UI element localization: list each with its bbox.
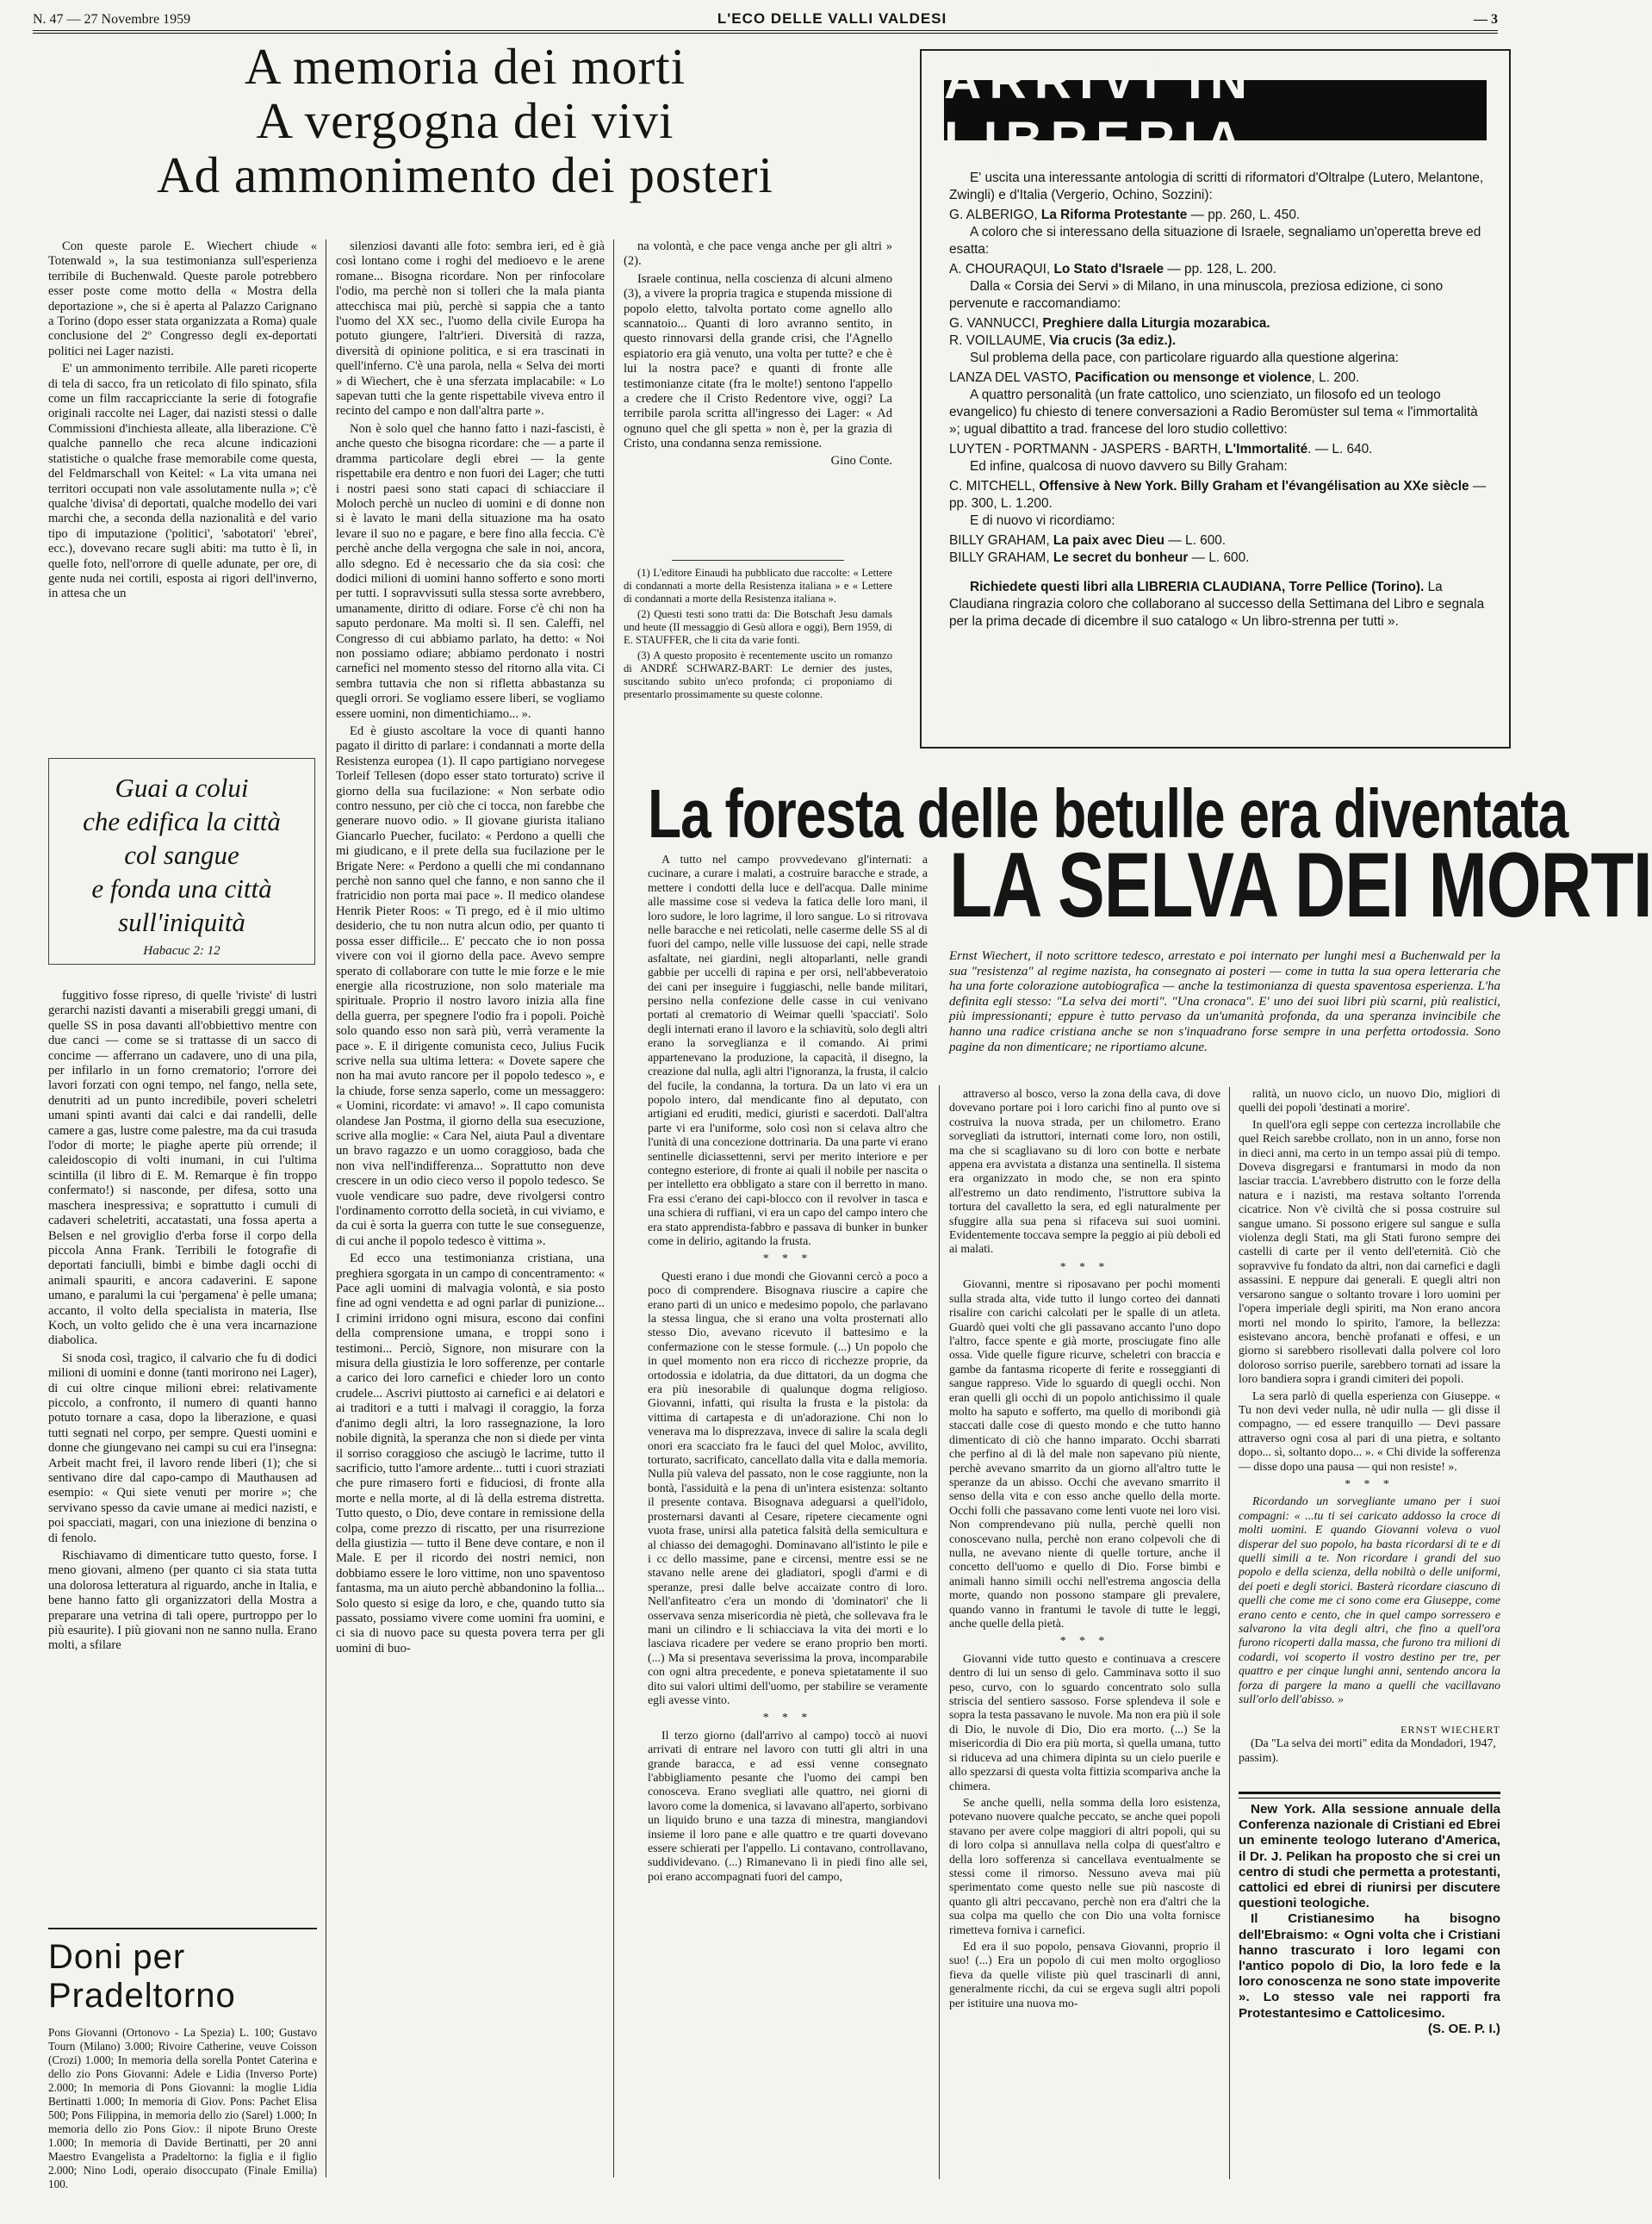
quote-line: col sangue (124, 840, 239, 870)
arrivi-paragraph: E di nuovo vi ricordiamo: (970, 513, 1115, 528)
footnote-divider (672, 560, 844, 561)
book-entry: BILLY GRAHAM, Le secret du bonheur — L. 600. (949, 550, 1250, 565)
foresta-intro: Ernst Wiechert, il noto scrittore tedesco, arrestato e poi internato per lunghi mesi a Buchenwald per la sua "resistenza" al regime nazista, ha consegnato ai posteri — come in tutta la sua opera letteraria che ha una forte colorazione autobiografica — anche la testimonianza di questa spaventosa esperienza. L'ha definita egli stesso: "La selva dei morti". "Una cronaca". E' uno dei suoi libri più scarni, più realistici, più impressionanti; eppure è tutto pervaso da un'umanità profonda, da una speranza invincibile che hanno una radice cristiana anche se non s'inquadrano forse sempre in una perfetta ortodossia. Sono pagine da non dimenticare; ne riportiamo alcune. (949, 949, 1500, 1054)
book-entry: R. VOILLAUME, Via crucis (3a ediz.). (949, 333, 1177, 348)
title-line-2: A vergogna dei vivi (256, 92, 674, 149)
paragraph: Ed era il suo popolo, pensava Giovanni, proprio il suo! (...) Era un popolo di cui men molto orgoglioso fieva da quelle viliste più quel trascinarli di anni, generalmente ricchi, da cui se ergeva sugli altri popoli per istituire una nuova mo- (949, 1939, 1220, 2010)
paragraph: La sera parlò di quella esperienza con Giuseppe. « Tu non devi veder nulla, nè udir nulla — gli disse il compagno, — ed essere tranquillo — Devi passare attraverso ogni cosa al pari di una pietra, e soltanto dopo... sì, soltanto dopo... ». « Chi divide la sofferenza — disse dopo una pausa — qui non resiste! ». (1239, 1388, 1500, 1473)
selva-dei-morti-headline: LA SELVA DEI MORTI (949, 835, 1652, 937)
main-article-column-3 (624, 239, 892, 558)
paragraph: Il terzo giorno (dall'arrivo al campo) toccò ai nuovi arrivati di entrare nel lavoro con tutti gli altri in una grande baracca, e ad essi venne consegnato l'abbigliamento pesante che l'uomo dei campi ben conosceva. Erano svegliati alle quattro, nei giorni di lavoro come la domenica, si lavavano all'aperto, sorbivano un liquido bruno e una tazza di minestra, mangiandovi insieme il loro pane e alle quattro e tre quarti dovevano essere schierati per l'appello. Li contavano, controllavano, suddividevano. (...) Rimanevano lì in piedi fino alle sei, poi erano accompagnati fuori del campo, (648, 1728, 928, 1883)
foresta-signature: ERNST WIECHERT (1400, 1724, 1500, 1736)
arrivi-paragraph: A coloro che si interessano della situazione di Israele, segnaliamo un'operetta breve ed esatta: (949, 225, 1481, 257)
scripture-quote-box (48, 758, 315, 965)
column-divider (1229, 1087, 1230, 2179)
footnotes (624, 567, 892, 756)
book-entry: C. MITCHELL, Offensive à New York. Billy Graham et l'évangélisation au XXe siècle — pp. 300, L. 1.200. (949, 479, 1487, 511)
book-entry: LANZA DEL VASTO, Pacification ou mensonge et violence, L. 200. (949, 370, 1360, 385)
arrivi-paragraph: Dalla « Corsia dei Servi » di Milano, in una minuscola, preziosa edizione, ci sono pervenute e raccomandiamo: (949, 279, 1444, 311)
foresta-column-a: A tutto nel campo provvedevano gl'internati: a cucinare, a curare i malati, a costruire baracche e strade, a mettere i condotti della luce e dell'acqua. Dalle minime alle massime cose si vedeva la fatica delle loro mani, il loro sudore, le loro lagrime, il loro sangue. Lo si ritrovava nelle baracche e nei reticolati, nelle caserme delle SS al di fuori del campo, nelle ville lussuose dei capi, nelle strade asfaltate, nei giardini, negli altoparlanti, nelle grandi gabbie per uccelli di rapina e per orsi, nell'abbeveratoio dei cani per inseguire i fuggiaschi, nelle bande militari, persino nella confezione delle casse in cui venivano portati al crematorio di Weimar quelli 'spacciati'. Solo degli internati erano il lavoro e la schiavitù, solo degli altri erano la sorveglianza e il comando. Ai primi appartenevano la produzione, la capacità, il disegno, la creazione dal nulla, agli altri l'ignoranza, la frusta, il calcio del fucile, la condanna, la tortura. Da un lato vi era un popolo intero, dal mendicante fino al deputato, con artigiani ed eruditi, medici, giuristi e sacerdoti. Dall'altra parte vi era l'uniforme, solo così non si celava altro che l'unità di una concezione dottrinaria. Da una parte vi erano sentinelle diciassettenni, servi per merito interiore e per contegno esteriore, di fronte ai quali il nobile per nascita o per intelletto era obbligato a stare con il berretto in mano. Fra essi c'erano dei capi-blocco con il revolver in tasca e una schiera di ruffiani, vi era un capo del campo intero che era stato apprendista-fabbro e passava di bunker in bunker come in delirio, agitando la frusta. * * * Questi erano i due mondi che Giovanni cercò a poco a poco di comprendere. Bisognava riuscire a capire che erano parti di un unico e medesimo popolo, che parlavano la stessa lingua, che si erano una volta prosternati allo stesso Dio, avevano ricevuto il battesimo e la confermazione con le stesse formule. (...) Un popolo che in quel momento non era ricco di ricchezze proprie, da ortodossia e idolatria, da due dittatori, da un dogma che era più inesorabile di qualunque dogma religioso. Giovanni, infatti, qui risulta la frusta e la pistola: da vittima di cartapesta e di un'adorazione. Chi non lo venerava ma lo disprezzava, invece di salire la scala degli onori era scacciato fra le fauci del quel Moloc, avvilito, torturato, sacrificato, cancellato dalla vita e dalla memoria. Nulla più valeva del passato, non le cose raggiunte, non la bontà, l'assiduità e la pena di un'intera esistenza: soltanto il presente contava. Bisognava adeguarsi a quell'idolo, prosternarsi davanti al Cesare, ripetere ciecamente ogni vuota frase, unirsi alla patetica falsità della semicultura e al chiasso dei demagoghi. Dominavano all'istinto le pile e i cc dello massime, pane e circensi, mentre essi se ne stavano nelle arene dei gladiatori, spogli d'armi e di speranze, presi dalle belve accaizate contro di loro. Nell'anfiteatro c'era un mondo di 'dominatori' che li osservava senza misericordia nè pietà, che sollevava fra le mani un cilindro e li schiacciava la vita dei morti e lo lasciava ricadere per vedere se erano proprio ben morti. (...) Ma si presentava severissima la prova, incomparabile con ogni altra precedente, e poneva spietatamente il suo dito sui valori ultimi dell'uomo, per stabilire se veramente egli avesse vinto. * * * Il terzo giorno (dall'arrivo al campo) toccò ai nuovi arrivati di entrare nel lavoro con tutti gli altri in una grande baracca, e ad essi venne consegnato l'abbigliamento pesante che l'uomo dei campi ben conosceva. Erano svegliati alle quattro, nei giorni di lavoro come la domenica, si lavavano all'aperto, sorbivano un liquido bruno e una tazza di minestra, mangiandovi insieme il loro pane e alle quattro e tre quarti dovevano essere schierati per l'appello. Li contavano, controllavano, suddividevano. (...) Rimanevano lì in piedi fino alle sei, poi erano accompagnati fuori del campo, (648, 853, 928, 1883)
book-entry: A. CHOURAQUI, Lo Stato d'Israele — pp. 128, L. 200. (949, 262, 1277, 276)
paragraph: na volontà, e che pace venga anche per gli altri » (2). (624, 239, 892, 269)
newspaper-name: L'ECO DELLE VALLI VALDESI (717, 10, 947, 27)
page-header (33, 3, 1498, 34)
arrivi-paragraph: A quattro personalità (un frate cattolico, uno scienziato, un filosofo ed un teologo evangelico) fu chiesto di tenere conversazioni a Radio Beromüster sul tema « l'immortalità »; ugual dibattito a trad. francese del loro studio collettivo: (949, 388, 1478, 437)
author-signature: Gino Conte. (830, 453, 892, 468)
paragraph: Con queste parole E. Wiechert chiude « Totenwald », la sua testimonianza sull'esperienza terribile di Buchenwald. Queste parole potrebbero esser poste come motto della « Mostra della deportazione », che si è aperta al Palazzo Carignano a Torino (dopo esser stata organizzata a Roma) quale conclusione del 2º Congresso degli ex-deportati politici nei Lager nazisti. (48, 239, 317, 358)
arrivi-paragraph: Sul problema della pace, con particolare riguardo alla questione algerina: (970, 351, 1399, 365)
paragraph: Non è solo quel che hanno fatto i nazi-fascisti, è anche questo che bisogna ricordare: che — a parte il dramma particolare degli ebrei — la gente rispettabile era dentro e non fuori dei Lager; che tutti i nostri paesi sono stati capaci di schiacciare il Moloch perchè un nucleo di uomini e di donne non si è lavato le mani della situazione ma ha osato levare il suo no e pagare, e bere fino alla feccia. C'è perchè anche della vergogna che sale in noi, ancora, allo sdegno. Ed è necessario che da sia così: che dodici milioni di uomini hanno sofferto e sono morti per tutti. I sopravvissuti sulla stessa sorte avrebbero, umanamente, diritto di odiare. Forse c'è chi non ha saputo perdonare. Ma molti sì. Il sen. Caleffi, nel Congresso di cui abbiamo parlato, ha detto: « Noi non possiamo odiare; abbiamo perdonato i nostri carnefici nel momento stesso del ritorno alla vita. Ci sembra tuttavia che non si rifletta abbastanza su quegli orrori. Se vogliamo essere liberi, se vogliamo essere uomini, non dimentichiamo... ». (336, 421, 605, 721)
main-article-column-1 (48, 239, 317, 735)
arrivi-paragraph: Ed infine, qualcosa di nuovo davvero su Billy Graham: (970, 459, 1288, 474)
arrivi-closing: Richiedete questi libri alla LIBRERIA CLAUDIANA, Torre Pellice (Torino). La Claudiana ringrazia coloro che collaborano al successo della Settimana del Libro e segnala per la prima decade di dicembre il suo catalogo « Un libro-strenna per tutti ». (949, 580, 1485, 629)
arrivi-body (949, 170, 1490, 633)
book-entry: BILLY GRAHAM, La paix avec Dieu — L. 600. (949, 533, 1227, 548)
book-entry: G. VANNUCCI, Preghiere dalla Liturgia mozarabica. (949, 316, 1270, 331)
main-article-column-1-continued (48, 989, 317, 1923)
paragraph: E' un ammonimento terribile. Alle pareti ricoperte di tela di sacco, fra un reticolato di filo spinato, sfila come un film raccapricciante la serie di fotografie originali raccolte nei Lager, dai nazisti stessi o dalle Commissioni d'inchiesta alleate, alla liberazione. C'è qualche pannello che reca alcune indicazioni statistiche o qualche frase memorabile come questa, del Feldmarschall von Keitel: « La vita umana nei territori occupati non vale assolutamente nulla »; c'è qualche 'divisa' di deportati, qualche modello dei vari marchi che, a seconda della nazionalità e del vario tipo di imputazione ('politici', 'sabotatori' 'ebrei', ecc.), dovevano recare sugli abiti: ma tutto è lì, in quelle foto, nell'orrore di quelle adunate, per ore, di gente nuda nei cortili, esposta ai rigori dell'inverno, in attesa che un (48, 362, 317, 601)
paragraph: Ed è giusto ascoltare la voce di quanti hanno pagato il diritto di parlare: i condannati a morte della Resistenza europea (1). Il capo partigiano norvegese Torleif Tellesen (dopo esser stato torturato) scrive il giorno della sua fucilazione: « Non serbate odio contro nessuno, per ciò che ci tocca, non farebbe che generare nuovo odio. » Il giovane giurista italiano Giancarlo Puecher, fucilato: « Perdono a quelli che mi giudicano, e il prete della sua fucilazione per le Brigate Nere: « Perdono a quelli che mi condannano perchè non sanno quel che fanno, e non sanno che il fratricidio non porta mai pace ». Il medico olandese Henrik Pieter Roos: « Ti prego, ed è il mio ultimo desiderio, che tu non nutra alcun odio, per quanto ti possa esser difficile... E' peccato che io non possa vivere con voi il giorno della pace. Avevo sempre sperato di collaborare con tutte le mie forze e le mie energie alla ricostruzione, non solo materiale ma spirituale. Proprio il nostro lavoro inizia alla fine della guerra, per spegnere l'odio fra i popoli. Poichè solo quando esso non sarà più, verrà veramente la pace ». E il dirigente comunista ceco, Julius Fucik scrive nella sua ultima lettera: « Dovete sapere che non ha mai avuto rancore per il popolo tedesco », e la chiude, forse senza saperlo, come un messaggero: « Uomini, ricordate: vi amavo! ». Il capo comunista olandese Jan Postma, il giorno della sua esecuzione, scrive alla moglie: « Cara Nel, aiuta Paul a diventare un bravo ragazzo e un uomo coraggioso, bada che non viva nell'indifferenza... Soprattutto non deve crescere in un odio cieco verso il popolo tedesco. Se vuole vendicare suo padre, deve rivolgersi contro l'ordinamento corrotto della società, in cui viviamo, e da cui è sorta la guerra con tutte le sue conseguenze, di cui anche il popolo tedesco è vittima ». (336, 724, 605, 1248)
doni-list: Pons Giovanni (Ortonovo - La Spezia) L. 100; Gustavo Tourn (Milano) 3.000; Rivoire Catherine, veuve Coisson (Crozi) 1.000; In memoria della sorella Pontet Caterina e dello zio Pons Giovanni: Adele e Lidia (Inverso Porte) 2.000; In memoria di Pons Giovanni: la moglie Lidia Bertinatti 1.000; In memoria di Giov. Pons: Pachet Elisa 500; Pons Filippina, in memoria dello zio (Sarel) 1.000; In memoria dello zio Pons Giov.: il nipote Bruno Oreste 1.000; In memoria di Davide Bertinatti, per 20 anni Maestro Evangelista a Pradeltorno: la figlia e il figlio 2.000; Nino Lodi, operaio disoccupato (Finale Emilia) 100. (48, 2026, 317, 2190)
foresta-column-c: ralità, un nuovo ciclo, un nuovo Dio, migliori di quelli dei popoli 'destinati a morire'. In quell'ora egli seppe con certezza incrollabile che quel Reich sarebbe crollato, non in un anno, forse non in dieci anni, ma certo in un tempo assai più di tempo. Doveva disgregarsi e frantumarsi in modo da non lasciar traccia. L'avrebbero distrutto con le forze della natura e i nazisti, ma restava soltanto l'orrenda cicatrice. Non v'è civiltà che si possa costruire sul sangue umano. Si possono erigere sul sangue e sulla violenza degli Stati, ma gli Stati furono sempre dei castelli di carte per il vento dell'eternità. Ciò che sopravvive fu fondato da altri, non dai carnefici e dagli assassini. E neppure dai generali. E quegli altri non versarono sangue o soltanto trovare i loro uomini per l'opera imperiale degli spiriti, ma Non erano ancora morti nel mondo lo spirito, l'amore, la bellezza: esistevano ancora, benchè profanati e offesi, e un giorno si sarebbero risollevati dalla polvere col loro doloroso sorriso puerile, sarebbero tornati ad issare la loro bandiera sopra i grandi cimiteri dei popoli. La sera parlò di quella esperienza con Giuseppe. « Tu non devi veder nulla, nè udir nulla — gli disse il compagno, — ed essere tranquillo — Devi passare attraverso ogni cosa al pari di una pietra, e soltanto dopo... sì, soltanto dopo... ». « Chi divide la sofferenza — disse dopo una pausa — qui non resiste! ». * * * Ricordando un sorvegliante umano per i suoi compagni: « ...tu ti sei caricato addosso la croce di molti uomini. E quando Giovanni voleva o vuol disperar del suo popolo, ha basta ricordarsi di te e di quelli simili a te. Non ricordare i grandi del suo popolo e della scienza, della nobiltà o delle uniformi, dei poeti e degli storici. Basterà ricordare ciascuno di quelli che come me ci sono come era Giuseppe, come erano cento e cento, che in quel campo sorressero e salvarono la vita degli altri, che fino a quell'ora furono ricoperti dalla massa, che furono tra milioni di codardi, voi scoperto il vostro destino per tre, per quattro e per cinque lunghi anni, sentendo ancora la forza di pargere la mano a quelli che vacillavano sull'orlo dell'abisso. » (1239, 1087, 1500, 1706)
paragraph: Si snoda così, tragico, il calvario che fu di dodici milioni di uomini e donne (tanti morirono nei Lager), di cui oltre cinque milioni ebrei: relativamente piccolo, a confronto, il numero di quanti hanno potuto tornare a casa, dopo la liberazione, e quasi tutti segnati nel corpo, per sempre. Questi uomini e donne che giungevano nei campi su cui era l'insegna: Arbeit macht frei, il lavoro rende liberi (1); che si sentivano dire dal capo-campo di Mauthausen ad esempio: « Qui siete venuti per morire »; che servivano spesso da cavie umane ai medici nazisti, e poi spacciati, magari, con una iniezione di benzina o di fenolo. (48, 1351, 317, 1545)
doni-title: Doni per Pradeltorno (48, 1938, 236, 2015)
paragraph: Rischiavamo di dimenticare tutto questo, forse. I meno giovani, almeno (per quanto ci sia stata tutta una dolorosa letteratura al riguardo, anche in Italia, e bene hanno fatto gli organizzatori della Mostra a preparare una vetrina di tali opere, purtroppo per lo più esaurite). I più giovani non ne sanno nulla. Erano molti, a sfilare (48, 1549, 317, 1653)
doni-section (48, 1928, 317, 2224)
paragraph: Questi erano i due mondi che Giovanni cercò a poco a poco di comprendere. Bisognava riuscire a capire che erano parti di un unico e medesimo popolo, che parlavano la stessa lingua, che si erano una volta prosternati allo stesso Dio, avevano ricevuto il battesimo e la confermazione con le stesse formule. (...) Un popolo che in quel momento non era ricco di ricchezze proprie, da ortodossia e idolatria, da due dittatori, da un dogma che era più inesorabile di qualunque dogma religioso. Giovanni, infatti, qui risulta la frusta e la pistola: da vittima di cartapesta e di un'adorazione. Chi non lo venerava ma lo disprezzava, invece di salire la scala degli onori era scacciato fra le fauci del quel Moloc, avvilito, torturato, sacrificato, cancellato dalla vita e dalla memoria. Nulla più valeva del passato, non le cose raggiunte, non la bontà, l'assiduità e la pena di un'intera esistenza: soltanto il presente contava. Bisognava adeguarsi a quell'idolo, prosternarsi davanti al Cesare, ripetere ciecamente ogni vuota frase, unirsi alla patetica falsità della semicultura e al chiasso dei demagoghi. Dominavano all'istinto le pile e i cc dello massime, pane e circensi, mentre essi se ne stavano nelle arene dei gladiatori, spogli d'armi e di speranze, presi dalle belve accaizate contro di loro. Nell'anfiteatro c'era un mondo di 'dominatori' che li osservava senza misericordia nè pietà, che sollevava fra le mani un cilindro e li schiacciava la vita dei morti e lo lasciava ricadere per vedere se erano proprio ben morti. (...) Ma si presentava severissima la prova, incomparabile con ogni altra precedente, e poneva spietatamente il suo dito sui valori ultimi dell'uomo, per stabilire se veramente egli avesse vinto. (648, 1269, 928, 1706)
divider (48, 1928, 317, 1929)
quote-line: che edifica la città (83, 806, 281, 836)
paragraph: In quell'ora egli seppe con certezza incrollabile che quel Reich sarebbe crollato, non in un anno, forse non in dieci anni, ma certo in un tempo assai più di tempo. Doveva disgregarsi e frantumarsi in modo da non lasciar traccia. L'avrebbero distrutto con le forze della natura e i nazisti, ma restava soltanto l'orrenda cicatrice. Non v'è civiltà che si possa costruire sul sangue umano. Si possono erigere sul sangue e sulla violenza degli Stati, ma gli Stati furono sempre dei castelli di carte per il vento dell'eternità. Ciò che sopravvive fu fondato da altri, non dai carnefici e dagli assassini. E neppure dai generali. E quegli altri non versarono sangue o soltanto trovare i loro uomini per l'opera imperiale degli spiriti, ma Non erano ancora morti nel mondo lo spirito, l'amore, la bellezza: esistevano ancora, benchè profanati e offesi, e un giorno si sarebbero risollevati dalla polvere col loro doloroso sorriso puerile, sarebbero tornati ad issare la loro bandiera sopra i grandi cimiteri dei popoli. (1239, 1117, 1500, 1386)
book-entry: LUYTEN - PORTMANN - JASPERS - BARTH, L'Immortalité. — L. 640. (949, 442, 1373, 457)
title-line-3: Ad ammonimento dei posteri (157, 146, 773, 203)
quote-line: Guai a colui (115, 773, 249, 803)
column-divider (613, 239, 614, 2177)
arrivi-title: ARRIVI IN LIBRERIA (944, 80, 1487, 140)
quote-line: sull'iniquità (118, 907, 245, 937)
footnote: (3) A questo proposito è recentemente uscito un romanzo di ANDRÉ SCHWARZ-BART: Le dernier des justes, suscitando subito un'eco profonda; ci proponiamo di presentarlo prossimamente su queste colonne. (624, 649, 892, 700)
foresta-column-b: attraverso al bosco, verso la zona della cava, di dove dovevano portare poi i loro carichi fino al punto ove si costruiva la nuova strada, per un chilometro. Erano sorvegliati da istruttori, internati come loro, non ostili, ma che si scagliavano su di loro con botte e nerbate appena era avvistata a distanza una sentinella. Il sistema era organizzato in modo che, se non era spinto all'estremo un dato rendimento, l'istruttore subiva la tortura del cavalletto la sera, ed egli naturalmente per sfuggire alla sua pena si rifaceva sui suoi uomini. Evidentemente toccava sempre la peggio ai più deboli ed ai malati. * * * Giovanni, mentre si riposavano per pochi momenti sulla strada alta, vide tutto il lungo corteo dei dannati risalire con carichi calcolati per le spalle di un atleta. Guardò quei volti che gli passavano accanto l'uno dopo l'altro, facce spente e già morte, prosciugate fino alle ossa. Vide quelle figure ricurve, scheletri con braccia e gambe da fantasma ricoperte di ferite e rosseggianti di sangue rappreso. Vide lo sguardo di quegli occhi. Non eran quelli gli occhi di un popolo antichissimo il quale molto ha saputo e sofferto, ma quello di moribondi già staccati dalle cose di questo mondo e che tutto hanno dimenticato di ciò che hanno imparato. Occhi sbarrati che perfino al di là del male non sapevano più niente, perchè avevano smarrito da un giorno all'altro tutte le speranze da un abisso. Occhi che avevano smarrito il senso della vita e con esso anche quello della morte. Occhi folli che passavano come lenti vuote nei loro visi. Non comprendevano più nulla, perchè quelli non conoscevano nulla, perchè non erano colpevoli che di nulla, ne avevano niente di quelle torture, anche il concetto dell'uomo e quello di Dio. Forse bimbi e animali hanno simili occhi nell'estrema angoscia della morte, quando non possono stampare gli prevalere, quando vanno in frantumi le tavole di tutte le leggi, anche quelle della pietà. * * * Giovanni vide tutto questo e continuava a crescere dentro di lui un senso di gelo. Camminava sotto il suo peso, curvo, con lo sguardo concentrato solo sulla striscia del sentiero sassoso. Forse splendeva il sole e sopra la testa passavano le nuvole. Ma non era più il sole di Dio, le nuvole di Dio, Dio era morto. (...) Se la misericordia di Dio era più morta, sì quella umana, tutto si riduceva ad una chimera dipinta su un cielo puerile e allo spezzarsi di questa volta fittizia scompariva anche la chimera. Se anche quelli, nella somma della loro esistenza, potevano nuovere qualche peccato, se anche quei popoli stavano per avere colpe maggiori di altri popoli, qui su di loro colpa si annullava nella colpa di quest'altro e della loro sofferenza si cancellava eventualmente se stessi come il rimorso. Nessuno aveva mai più sperimentato come questo nelle sue più nascoste di quanto gli altri peccavano, perchè non era d'altri che la sua colpa ma quello che con Dio una volta fornisce rimetteva forniva i carnefici. Ed era il suo popolo, pensava Giovanni, proprio il suo! (...) Era un popolo di cui men molto orgoglioso fieva da quelle viliste più quel trascinarli di anni, generalmente ricchi, da cui se ergeva sugli altri popoli per istituire una nuova mo- (949, 1087, 1220, 2010)
book-entry: G. ALBERIGO, La Riforma Protestante — pp. 260, L. 450. (949, 208, 1301, 222)
paragraph: ralità, un nuovo ciclo, un nuovo Dio, migliori di quelli dei popoli 'destinati a morire'. (1239, 1087, 1500, 1115)
paragraph: Se anche quelli, nella somma della loro esistenza, potevano nuovere qualche peccato, se anche quei popoli stavano per avere colpe maggiori di altri popoli, qui su di loro colpa si annullava nella colpa di quest'altro e della loro sofferenza si cancellava eventualmente se stessi come il rimorso. Nessuno aveva mai più sperimentato come questo nelle sue più nascoste di quanto gli altri peccavano, perchè non era d'altri che la sua colpa ma quello che con Dio una volta fornisce rimetteva forniva i carnefici. (949, 1795, 1220, 1936)
new-york-signature: (S. OE. P. I.) (1427, 2021, 1500, 2036)
footnote: (2) Questi testi sono tratti da: Die Botschaft Jesu damals und heute (II messaggio di Gesù allora e oggi), Bern 1959, di E. STAUFFER, che li cita da varie fonti. (624, 608, 892, 646)
paragraph: attraverso al bosco, verso la zona della cava, di dove dovevano portare poi i loro carichi fino al punto ove si costruiva la nuova strada, per un chilometro. Erano sorvegliati da istruttori, internati come loro, non ostili, ma che si scagliavano su di loro con botte e nerbate appena era avvistata a distanza una sentinella. Il sistema era organizzato in modo che, se non era spinto all'estremo un dato rendimento, l'istruttore subiva la tortura del cavalletto la sera, ed egli naturalmente per sfuggire alla sua pena si rifaceva sui suoi uomini. Evidentemente toccava sempre la peggio ai più deboli ed ai malati. (949, 1087, 1220, 1256)
quote-reference: Habacuc 2: 12 (143, 944, 220, 958)
paragraph: silenziosi davanti alle foto: sembra ieri, ed è già così lontano come i roghi del medioevo e le arene romane... Bisogna ricordare. Non per rinfocolare l'odio, ma perchè non si tolleri che la mala pianta attecchisca mai più, perchè si sappia che a tanto l'uomo del XX sec., l'uomo della civile Europa ha potuto giungere, l'altr'ieri. Diversità di razza, diversità di opinione politica, e si era trascinati in quell'inferno. C'è una parola, nella « Selva dei morti » di Wiechert, che è una sferzata implacabile: « Lo sapevan tutti che la gente rispettabile viveva entro il recinto del campo e non dall'altra parte ». (336, 239, 605, 419)
paragraph: Israele continua, nella coscienza di alcuni almeno (3), a vivere la propria tragica e stupenda missione di popolo eletto, talvolta portato come agnello allo scannatoio... Quanti di loro avranno sentito, in questo rinnovarsi della grande crisi, che l'Agnello espiatorio era già venuto, una volta per tutte? e che è lui la nostra pace? e quanti di fronte alle testimonianze citate (fra le molte!) sentono l'appello a credere che il Cristo Redentore vive, oggi? La terribile parola scritta all'ingresso dei Lager: « Ad ognuno quel che gli spetta » non è, per la grazia di Cristo, una condanna senza remissione. (624, 271, 892, 451)
arrivi-paragraph: E' uscita una interessante antologia di scritti di riformatori d'Oltralpe (Lutero, Melantone, Zwingli) e d'Italia (Vergerio, Ochino, Sozzini): (949, 171, 1484, 202)
main-article-column-2 (336, 239, 605, 2184)
foresta-source: (Da "La selva dei morti" edita da Mondadori, 1947, passim). (1239, 1736, 1496, 1764)
paragraph: New York. Alla sessione annuale della Conferenza nazionale di Cristiani ed Ebrei un eminente teologo luterano d'America, il Dr. J. Pelikan ha proposto che si crei un centro di studi che permetta a protestanti, cattolici ed ebrei di riunirsi per discutere questioni teologiche. (1239, 1802, 1500, 1911)
divider (1239, 1792, 1500, 1798)
quote-line: e fonda una città (91, 873, 272, 904)
issue-date: N. 47 — 27 Novembre 1959 (33, 12, 191, 27)
footnote: (1) L'editore Einaudi ha pubblicato due raccolte: « Lettere di condannati a morte della Resistenza italiana » e « Lettere di condannati a morte della Resistenza italiana ». (624, 567, 892, 605)
paragraph: A tutto nel campo provvedevano gl'internati: a cucinare, a curare i malati, a costruire baracche e strade, a mettere i condotti della luce e dell'acqua. Dalle minime alle massime cose si vedeva la fatica delle loro mani, il loro sudore, le loro lagrime, il loro sangue. Lo si ritrovava nelle baracche e nei reticolati, nelle caserme delle SS al di fuori del campo, nelle ville lussuose dei capi, nelle strade asfaltate, nei giardini, negli altoparlanti, nelle grandi gabbie per uccelli di rapina e per orsi, nell'abbeveratoio dei cani per inseguire i fuggiaschi, nelle bande militari, persino nella confezione delle casse in cui venivano portati al crematorio di Weimar quelli 'spacciati'. Solo degli internati erano il lavoro e la schiavitù, solo degli altri erano la sorveglianza e il comando. Ai primi appartenevano la produzione, la capacità, il disegno, la creazione dal nulla, agli altri l'ignoranza, la frusta, il calcio del fucile, la condanna, la tortura. Da un lato vi era un popolo intero, dal mendicante fino al deputato, con artigiani ed eruditi, medici, giuristi e sacerdoti. Dall'altra parte vi era l'uniforme, solo così non si celava altro che l'unità di una concezione dottrinaria. Da una parte vi erano sentinelle diciassettenni, servi per merito interiore e per contegno esteriore, di fronte ai quali il nobile per nascita o per intelletto era obbligato a stare con il berretto in mano. Fra essi c'erano dei capi-blocco con il revolver in tasca e una schiera di ruffiani, vi era un capo del campo intero che era stato apprendista-fabbro e passava di bunker in bunker come in delirio, agitando la frusta. (648, 853, 928, 1247)
paragraph: Il Cristianesimo ha bisogno dell'Ebraismo: « Ogni volta che i Cristiani hanno trascurato i loro legami con l'antico popolo di Dio, la loro fede e la loro conoscenza ne sono state impoverite ». Lo stesso vale nei rapporti fra Protestantesimo e Cattolicesimo. (1239, 1911, 1500, 2021)
main-article-title (34, 40, 896, 202)
paragraph: Ricordando un sorvegliante umano per i suoi compagni: « ...tu ti sei caricato addosso la croce di molti uomini. E quando Giovanni voleva o vuol disperar del suo popolo, ha basta ricordarsi di te e di quelli simili a te. Non ricordare i grandi del suo popolo e della scienza, della nobiltà o delle uniformi, dei poeti e degli storici. Basterà ricordare ciascuno di quelli che come me ci sono come era Giuseppe, come erano cento e cento, che in quel campo sorressero e salvarono la vita degli altri, che fino a quell'ora furono ricoperti dalla massa, che furono tra milioni di codardi, voi scoperto il vostro destino per tre, per quattro e per cinque lunghi anni, sentendo ancora la forza di pargere la mano a quelli che vacillavano sull'orlo dell'abisso. » (1239, 1494, 1500, 1706)
column-divider (939, 1085, 940, 2179)
arrivi-in-libreria-box (920, 49, 1511, 749)
page-number: — 3 (1473, 12, 1498, 27)
foresta-headline: La foresta delle betulle era diventata (648, 774, 1568, 853)
paragraph: Giovanni, mentre si riposavano per pochi momenti sulla strada alta, vide tutto il lungo corteo dei dannati risalire con carichi calcolati per le spalle di un atleta. Guardò quei volti che gli passavano accanto l'uno dopo l'altro, facce spente e già morte, prosciugate fino alle ossa. Vide quelle figure ricurve, scheletri con braccia e gambe da fantasma ricoperte di ferite e rosseggianti di sangue rappreso. Vide lo sguardo di quegli occhi. Non eran quelli gli occhi di un popolo antichissimo il quale molto ha saputo e sofferto, ma quello di moribondi già staccati dalle cose di questo mondo e che tutto hanno dimenticato di ciò che hanno imparato. Occhi sbarrati che perfino al di là del male non sapevano più niente, perchè avevano smarrito da un giorno all'altro tutte le speranze da un abisso. Occhi che avevano smarrito il senso della vita e con esso anche quello della morte. Occhi folli che passavano come lenti vuote nei loro visi. Non comprendevano più nulla, perchè quelli non conoscevano nulla, perchè non erano colpevoli che di nulla, ne avevano niente di quelle torture, anche il concetto dell'uomo e quello di Dio. Forse bimbi e animali hanno simili occhi nell'estrema angoscia della morte, quando non possono stampare gli prevalere, quando vanno in frantumi le tavole di tutte le leggi, anche quelle della pietà. (949, 1277, 1220, 1631)
paragraph: fuggitivo fosse ripreso, di quelle 'riviste' di lustri gerarchi nazisti davanti a miserabili greggi umani, di quelle SS in posa davanti all'obbiettivo mentre con due canci — come se si trattasse di un sacco di concime — afferrano un cadavere, uno di una pila, per infilarlo in un forno crematorio; l'orrore dei lavori forzati con ogni tempo, nel fango, nella sete, denutriti ad un punto incredibile, poveri scheletri umani spinti avanti dai calci e dai randelli, delle camere a gas, lustre come palestre, ma da cui trasuda l'odor di morte; le piaghe aperte più orrende; il caleidoscopio di volti inumani, in cui l'ultima scintilla (il libro di E. M. Remarque è fin troppo confermato!) si nasconde, per difesa, sotto una maschera inespressiva; e soprattutto i cumuli di cadaveri scheletriti, accatastati, una fossa aperta a Belsen e nel groviglio d'erba forse il corpo della piccola Anna Frank. Terribili le fotografie di deportati fanciulli, bimbi e bimbe dagli occhi di animali spauriti, e ancora cadaverini. E sapone umano, e paralumi la cui 'pergamena' è pelle umana; accanto, il volto della specialista in materia, Ilse Koch, un volto gelido che è una vera incarnazione diabolica. (48, 989, 317, 1348)
new-york-note (1239, 1802, 1500, 2181)
paragraph: Ed ecco una testimonianza cristiana, una preghiera sgorgata in un campo di concentramento: « Pace agli uomini di malvagia volontà, e sia posto fine ad ogni vendetta e ad ogni parlar di punizione... I crimini irridono ogni misura, escono dai confini della comprensione umana, e troppi sono i testimoni... Perciò, Signore, non misurare con la misura della giustizia le loro sofferenze, per contarle a carico dei loro carnefici e chieder loro un conto crudele... Ascrivi piuttosto ai carnefici e ai delatori e ai traditori e a tutti i malvagi il coraggio, la forza d'animo degli altri, la loro rassegnazione, la loro nobile dignità, la speranza che non si diede per vinta il sorriso coraggioso che asciugò le lacrime, tutto il sacrificio, tutto l'amore ardente... tutti i cuori straziati che pure rimasero forti e fiduciosi, di fronte alla morte e nella morte, al di là della estrema distretta. Tutto questo, o Dio, deve contare in remissione della colpa, come prezzo di riscatto, per una risurrezione della giustizia — tutto il Bene deve contare, e non il Male. E per il ricordo dei nostri nemici, non dobbiamo essere le loro vittime, non uno spaventoso fantasma, ma un aiuto perchè abbandonino la follia... Solo questo si esige da loro, e che, quando tutto sia passato, possiamo vivere come uomini fra uomini, e ci sia di nuovo pace su questa povera terra per gli uomini di buo- (336, 1252, 605, 1656)
title-line-1: A memoria dei morti (244, 38, 686, 95)
foresta-signature-block (1239, 1723, 1500, 1765)
paragraph: Giovanni vide tutto questo e continuava a crescere dentro di lui un senso di gelo. Camminava sotto il suo peso, curvo, con lo sguardo concentrato solo sulla striscia del sentiero sassoso. Forse splendeva il sole e sopra la testa passavano le nuvole. Ma non era più il sole di Dio, le nuvole di Dio, Dio era morto. (...) Se la misericordia di Dio era più morta, sì quella umana, tutto si riduceva ad una chimera dipinta su un cielo puerile e allo spezzarsi di questa volta fittizia scompariva anche la chimera. (949, 1651, 1220, 1792)
